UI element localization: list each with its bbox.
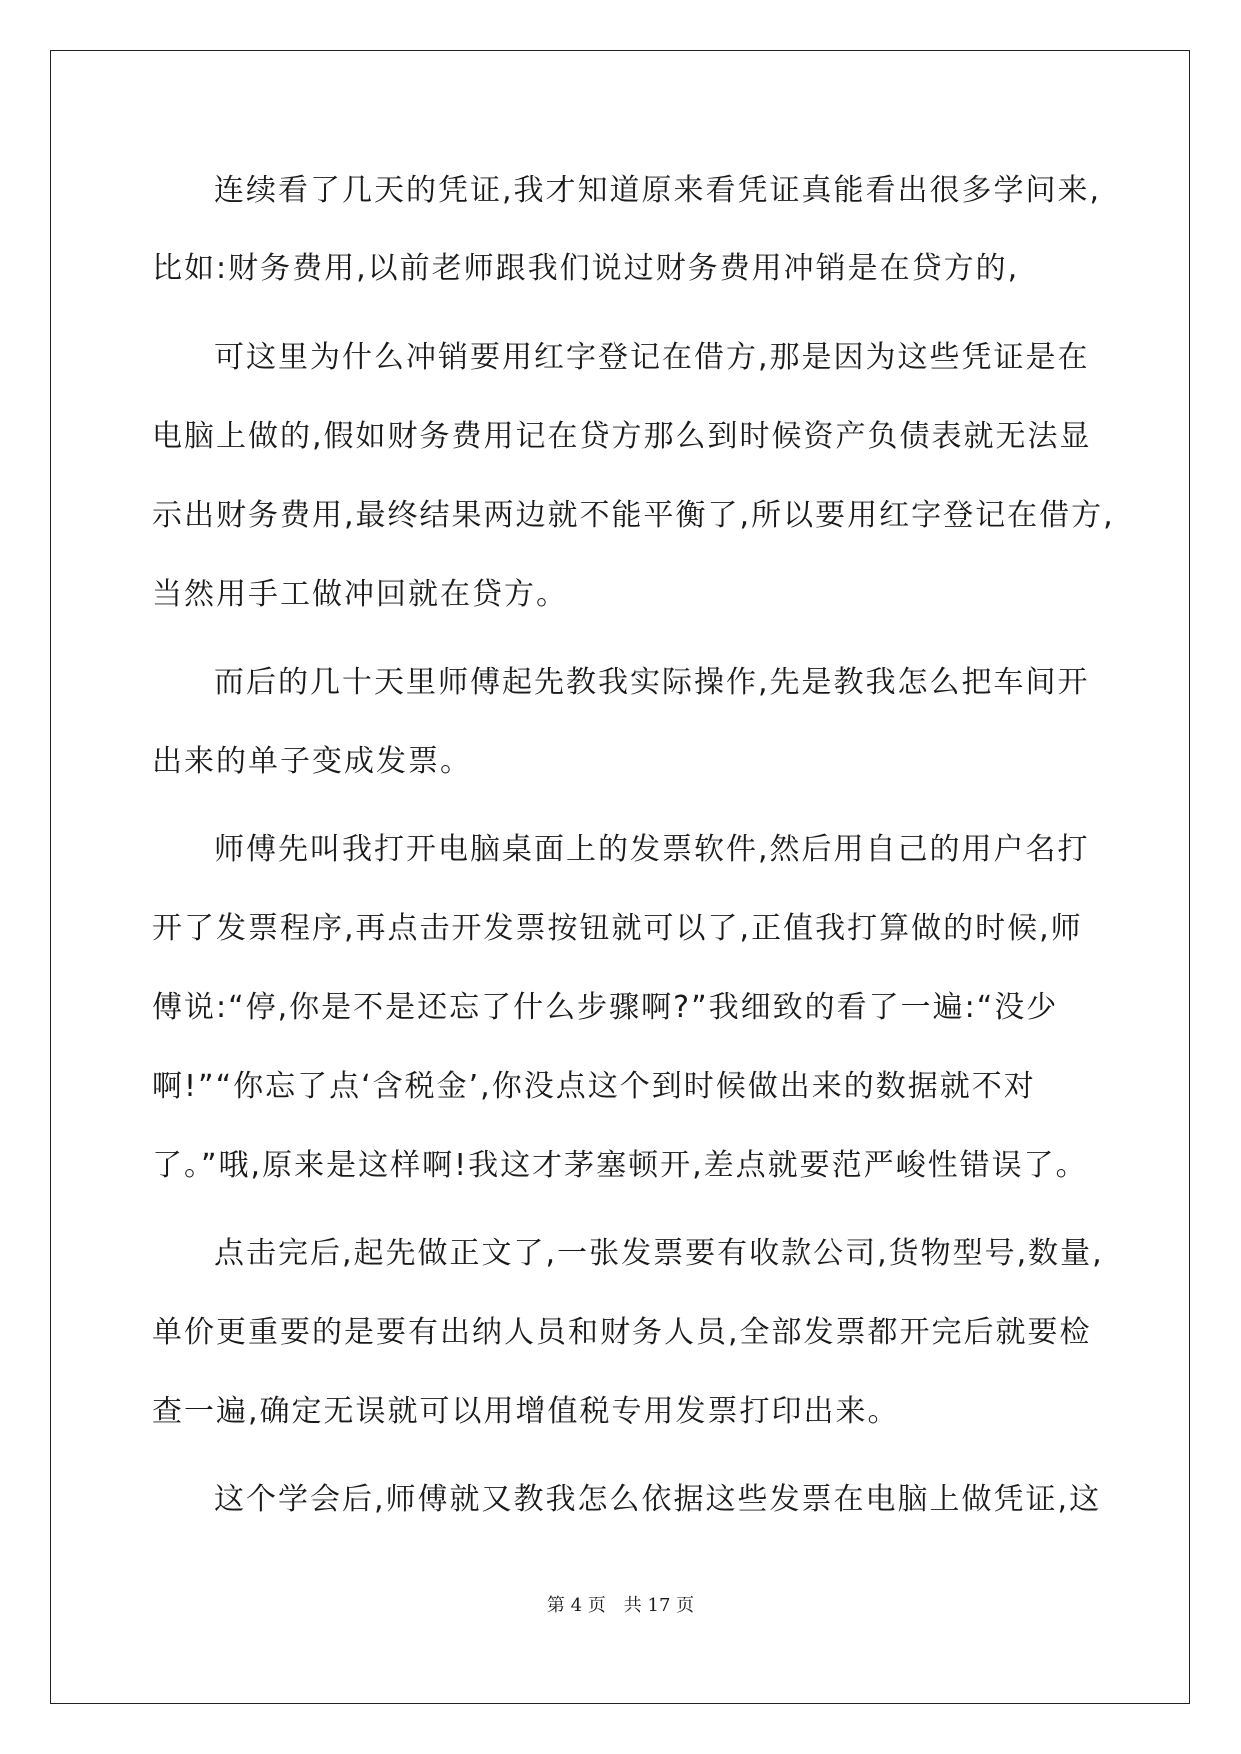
text-line-14: 点击完后,起先做正文了,一张发票要有收款公司,货物型号,数量, [214,1236,1104,1271]
page-border [50,50,1190,1704]
page-number-footer: 第 4 页 共 17 页 [546,1595,695,1616]
text-line-13: 了。”哦,原来是这样啊!我这才茅塞顿开,差点就要范严峻性错误了。 [152,1148,1088,1183]
text-line-1: 连续看了几天的凭证,我才知道原来看凭证真能看出很多学问来, [214,173,1102,208]
text-line-15: 单价更重要的是要有出纳人员和财务人员,全部发票都开完后就要检 [152,1315,1092,1350]
text-line-12: 啊!”“你忘了点‘含税金’,你没点这个到时候做出来的数据就不对 [152,1069,1036,1104]
text-line-6: 当然用手工做冲回就在贷方。 [152,577,568,612]
text-line-2: 比如:财务费用,以前老师跟我们说过财务费用冲销是在贷方的, [152,251,1020,286]
text-line-3: 可这里为什么冲销要用红字登记在借方,那是因为这些凭证是在 [214,340,1090,375]
text-line-4: 电脑上做的,假如财务费用记在贷方那么到时候资产负债表就无法显 [152,419,1092,454]
text-line-16: 查一遍,确定无误就可以用增值税专用发票打印出来。 [152,1394,900,1429]
text-line-7: 而后的几十天里师傅起先教我实际操作,先是教我怎么把车间开 [214,665,1090,700]
text-line-10: 开了发票程序,再点击开发票按钮就可以了,正值我打算做的时候,师 [152,911,1083,946]
text-line-9: 师傅先叫我打开电脑桌面上的发票软件,然后用自己的用户名打 [214,832,1090,867]
text-line-17: 这个学会后,师傅就又教我怎么依据这些发票在电脑上做凭证,这 [214,1482,1102,1517]
text-line-5: 示出财务费用,最终结果两边就不能平衡了,所以要用红字登记在借方, [152,498,1115,533]
text-line-8: 出来的单子变成发票。 [152,744,472,779]
text-line-11: 傅说:“停,你是不是还忘了什么步骤啊?”我细致的看了一遍:“没少 [152,990,1059,1025]
